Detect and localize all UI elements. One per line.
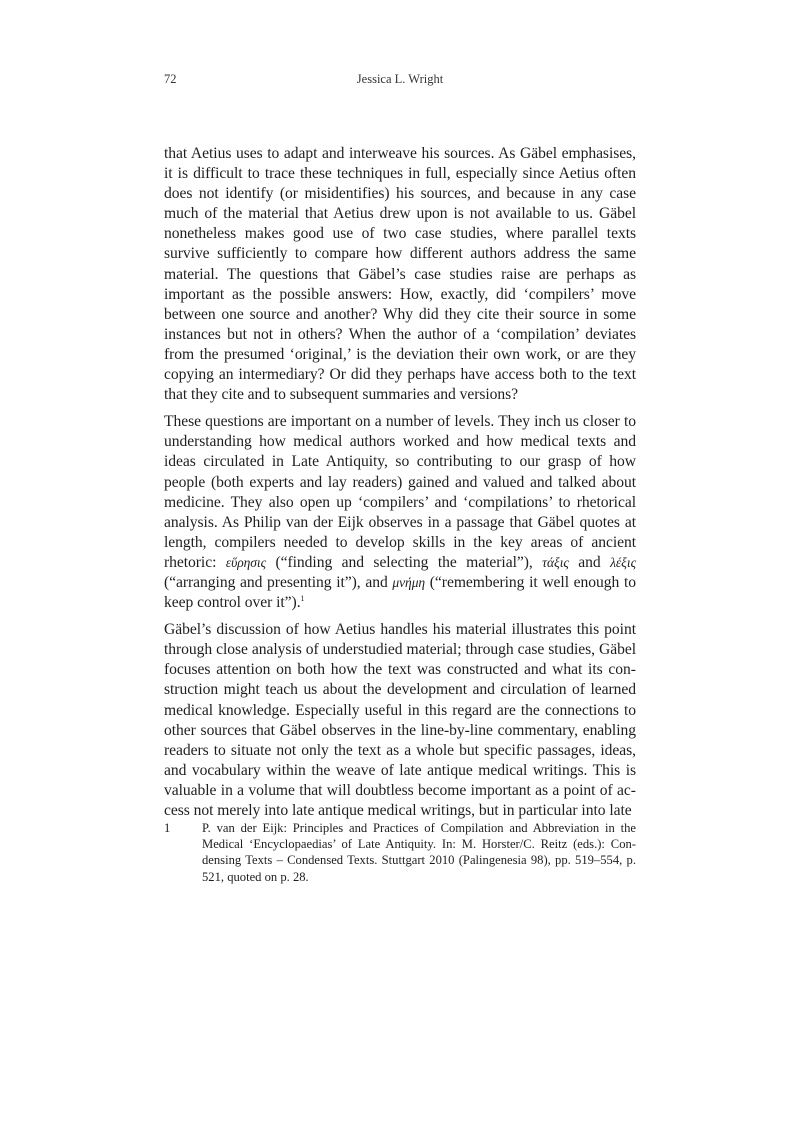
paragraph-text: and (568, 553, 611, 571)
paragraph-text: These questions are important on a number of levels. They inch us closer to understanding how medical authors worked and how medical texts and ideas circulated in Late Antiquity, so contributing to our grasp of how people (both experts and lay readers) gained and valued and talked about medicine. They also open up ‘compilers’ and ‘compilations’ to rhetorical analysis. As Philip van der Eijk observes in a passage that Gäbel quotes at length, compilers needed to develop skills in the key areas of ancient rhetoric: (164, 413, 636, 571)
greek-term: λέξις (610, 554, 637, 570)
paragraph-text: (“arranging and presenting it”), and (164, 573, 393, 591)
page-header (164, 72, 636, 92)
footnote-text: P. van der Eijk: Principles and Practices of Compilation and Abbreviation in the Medical ‘Encyclopaedias’ of Late Antiquity. In: M. Horster/C. Reitz (eds.): Condensing Texts – Condensed Texts. Stuttgart 2010 (Palingenesia 98), pp. 519–554, p. 521, quoted on p. 28. (202, 821, 636, 884)
footnotes (164, 820, 636, 885)
paragraph (164, 412, 636, 613)
footnote (164, 820, 636, 885)
greek-term: μνήμη (392, 574, 426, 590)
running-head-author: Jessica L. Wright (356, 72, 444, 86)
main-text (164, 144, 636, 821)
greek-term: εὕρησις (225, 554, 267, 570)
page-number: 72 (164, 72, 177, 86)
paragraph: that Aetius uses to adapt and interweave his sources. As Gäbel emphasises, it is difficult to trace these techniques in full, especially since Aetius often does not identify (or misidentifies) his sources, and because in any case much of the material that Aetius drew upon is not available to us. Gäbel nonetheless makes good use of two case studies, where parallel texts survive sufficiently to compare how different authors address the same material. The questions that Gäbel’s case studies raise are perhaps as important as the possible answers: How, exactly, did ‘compilers’ move between one source and another? Why did they cite their source in some instances but not in others? When the author of a ‘compilation’ deviates from the presumed ‘original,’ is the deviation their own work, or are they copying an intermediary? Or did they perhaps have access both to the text that they cite and to subsequent summaries and versions? (164, 145, 636, 404)
paragraph-text: (“finding and selecting the material”), (266, 553, 543, 571)
paragraph: Gäbel’s discussion of how Aetius handles his material illustrates this point through close analysis of understudied material; through case studies, Gäbel focuses attention on both how the text was constructed and what its construction might teach us about the development and circulation of learned medical knowledge. Especially useful in this regard are the connections to other sources that Gäbel observes in the line-by-line commentary, enabling readers to situate not only the text as a whole but specific passages, ideas, and vocabulary within the weave of late antique medical writings. This is valuable in a volume that will doubtless become important as a point of access not merely into late antique medical writings, but in particular into late (164, 621, 636, 819)
footnote-reference[interactable]: 1 (300, 593, 305, 603)
paragraph-text: (“remembering it well enough to keep control over it”). (164, 573, 636, 612)
footnote-number: 1 (164, 821, 171, 835)
greek-term: τάξις (542, 554, 569, 570)
